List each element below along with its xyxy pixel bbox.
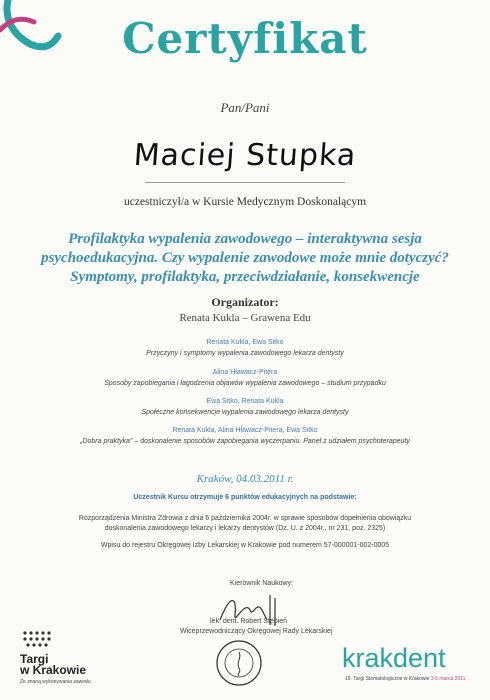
- signatory-role: Wiceprzewodniczący Okręgowej Rady Lekarskiej: [180, 628, 333, 635]
- session-title: Społeczne konsekwencje wypalenia zawodowego lekarza dentysty: [141, 409, 349, 416]
- targi-logo-dots: [22, 630, 52, 652]
- targi-logo-tagline: Ze znaną wykonywania zawodu: [20, 679, 91, 685]
- krakdent-dates: 3-5 marca 2011: [430, 676, 466, 682]
- targi-logo-line1: Targi: [20, 652, 49, 666]
- session-speakers: Ewa Sitko, Renata Kukla: [206, 398, 284, 405]
- completion-statement: uczestniczył/a w Kursie Medycznym Doskonalącym: [123, 196, 367, 208]
- session-title: Przyczyny i symptomy wypalenia zawodowego lekarza dentysty: [146, 350, 344, 357]
- krakdent-logo-part-b: dent: [393, 643, 446, 673]
- salutation: Pan/Pani: [220, 100, 270, 115]
- regulation-line-2: doskonalenia zawodowego lekarzy i lekarzy dentystów (Dz. U. z 2004r., nr 231, poz. 2325): [104, 525, 386, 532]
- signature-head: Kierownik Naukowy:: [230, 580, 294, 587]
- organizer-name: Renata Kukla – Grawena Edu: [179, 312, 311, 324]
- organizer-label: Organizator:: [211, 295, 279, 309]
- regulation-line-1: Rozporządzenia Ministra Zdrowia z dnia 6 października 2004r. w sprawie sposobów dopełnienia obowiązku: [78, 515, 412, 522]
- session-speakers: Alina Hławacz-Pitera: [212, 369, 278, 376]
- place-date: Kraków, 04.03.2011 r.: [196, 473, 294, 485]
- course-topic-line-2: psychoedukacyjna. Czy wypalenie zawodowe może mnie dotyczyć?: [41, 250, 449, 266]
- official-stamp: [214, 638, 264, 688]
- session-title: „Dobra praktyka" – doskonalenie sposobów zapobiegania wyczerpaniu. Panel z udziałem psychoterapeuty: [80, 438, 410, 445]
- recipient-underline: [145, 182, 345, 183]
- certificate-title: Certyfikat: [122, 14, 368, 63]
- recipient-name: Maciej Stupka: [132, 138, 358, 173]
- krakdent-logo-part-a: krak: [342, 643, 394, 673]
- registry-statement: Wpisu do rejestru Okręgowej Izby Lekarskiej w Krakowie pod numerem 57-000001-002-0005: [100, 542, 390, 549]
- krakdent-tagline-text: 19. Targi Stomatologiczne w Krakowie: [345, 676, 430, 682]
- signatory-name: lek. dent. Robert Stępień: [210, 618, 288, 625]
- session-speakers: Renata Kukla, Ewa Sitko: [206, 339, 284, 346]
- course-topic-line-1: Profilaktyka wypalenia zawodowego – interaktywna sesja: [68, 231, 422, 247]
- points-statement: Uczestnik Kursu otrzymuje 6 punktów edukacyjnych na podstawie:: [133, 494, 357, 501]
- krakdent-logo: [342, 643, 446, 674]
- krakdent-tagline: [345, 676, 465, 682]
- targi-logo-line2: w Krakowie: [20, 663, 87, 677]
- session-speakers: Renata Kukla, Alina Hławacz-Pitera, Ewa Sitko: [172, 427, 318, 434]
- session-title: Sposoby zapobiegania i łagodzenia objawów wypalenia zawodowego – studium przypadku: [104, 380, 386, 387]
- course-topic-line-3: Symptomy, profilaktyka, przeciwdziałanie, konsekwencje: [70, 269, 420, 285]
